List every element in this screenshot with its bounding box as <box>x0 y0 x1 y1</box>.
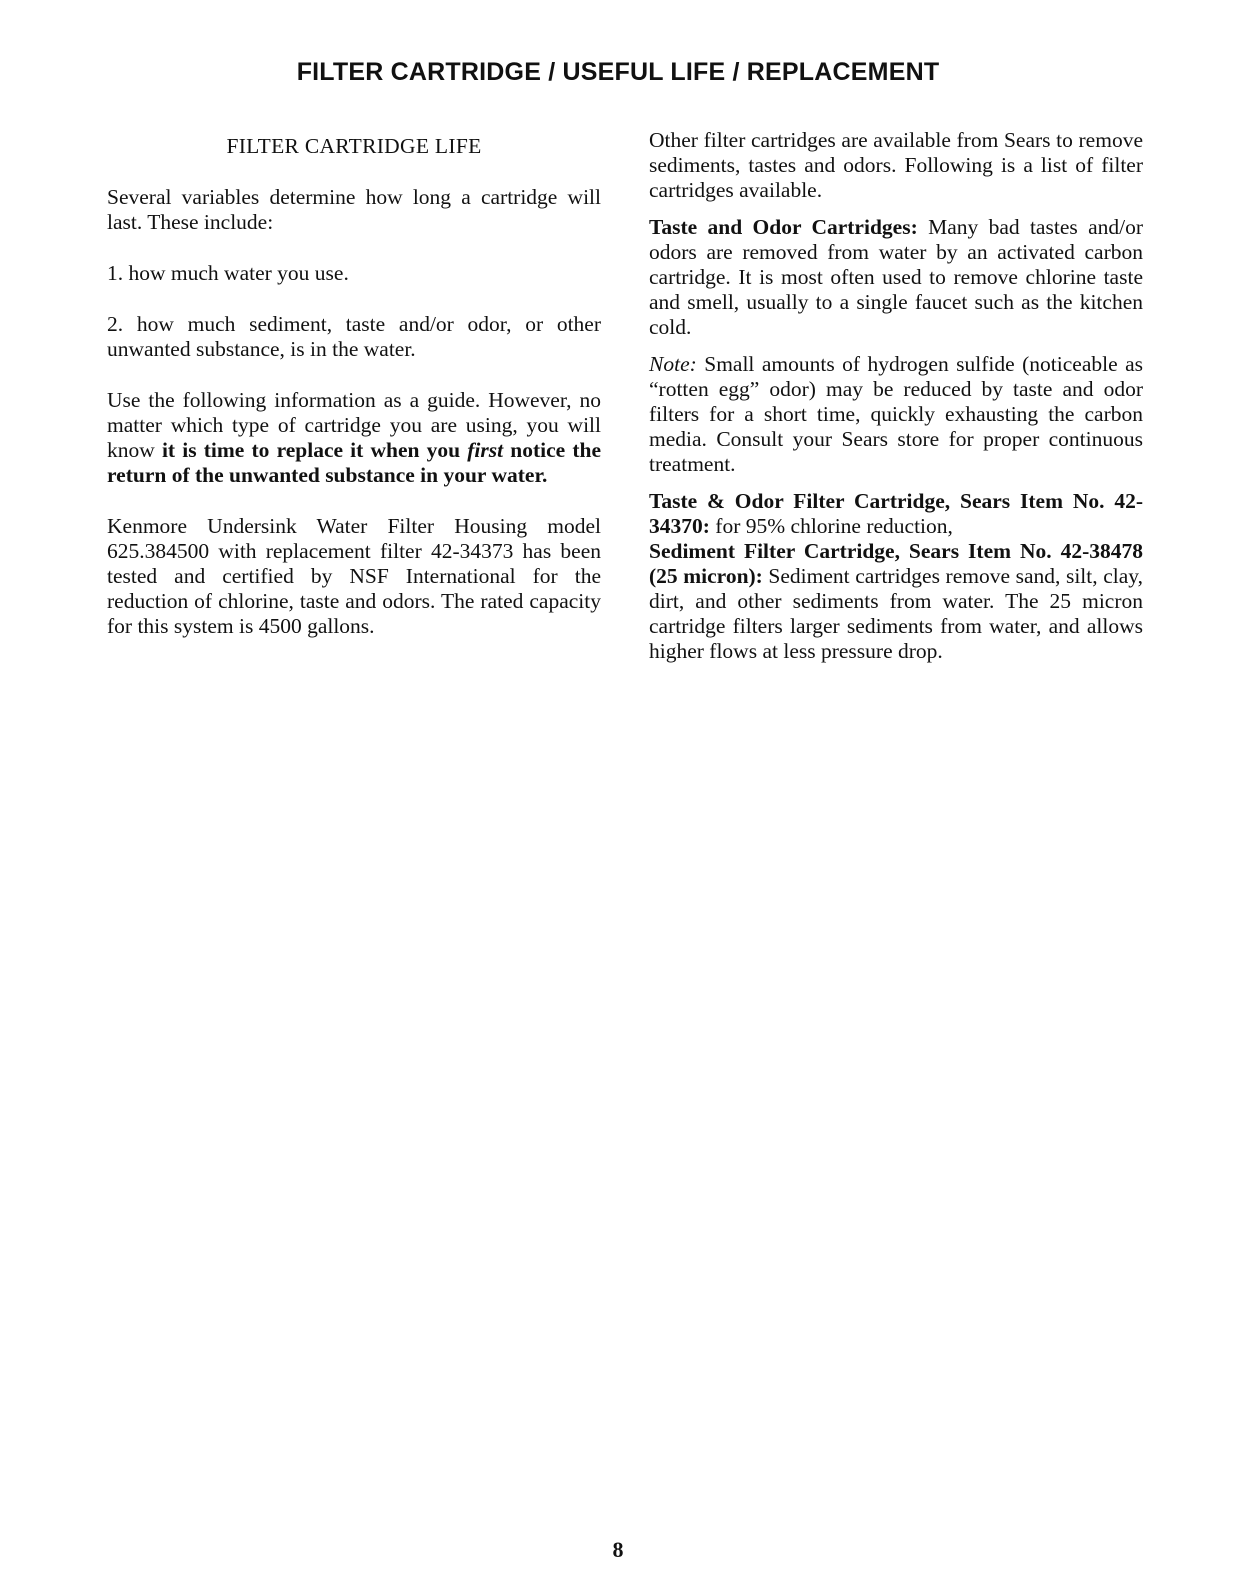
note-label: Note: <box>649 352 697 376</box>
note-paragraph <box>649 352 1143 477</box>
taste-odor-paragraph <box>649 215 1143 340</box>
sediment-item-label: Sediment Filter Cartridge, Sears Item No. 42-38478 (25 micron): <box>649 539 1143 588</box>
right-column <box>649 128 1143 664</box>
list-item-sediment: 2. how much sediment, taste and/or odor, or other unwanted substance, is in the water. <box>107 312 601 361</box>
taste-odor-text: Many bad tastes and/or odors are removed from water by an activated carbon cartridge. It is most often used to remove chlorine taste and smell, usually to a single faucet such as the kitchen cold. <box>649 215 1143 339</box>
guide-bold-text-continued: notice the return of the unwanted substance in your water. <box>107 438 602 487</box>
sediment-item-paragraph <box>649 539 1143 664</box>
section-heading-filter-cartridge-life: FILTER CARTRIDGE LIFE <box>226 134 482 158</box>
guide-paragraph <box>107 388 601 488</box>
note-text: Small amounts of hydrogen sulfide (noticeable as “rotten egg” odor) may be reduced by taste and odor filters for a short time, quickly exhausting the carbon media. Consult your Sears store for proper continuous treatment. <box>649 352 1143 476</box>
taste-odor-label: Taste and Odor Cartridges: <box>649 215 918 239</box>
right-intro-paragraph: Other filter cartridges are available from Sears to remove sediments, tastes and odors. Following is a list of filter cartridges available. <box>649 128 1143 202</box>
guide-text: Use the following information as a guide. However, no matter which type of cartridge you are using, you will know <box>107 388 601 462</box>
list-item-water-use: 1. how much water you use. <box>107 261 349 285</box>
page-number: 8 <box>612 1537 624 1562</box>
taste-odor-item-label: Taste & Odor Filter Cartridge, Sears Item No. 42-34370: <box>649 489 1143 538</box>
certification-paragraph: Kenmore Undersink Water Filter Housing model 625.384500 with replacement filter 42-34373 has been tested and certified by NSF International for the reduction of chlorine, taste and odors. The rated capacity for this system is 4500 gallons. <box>107 514 601 638</box>
page-title: FILTER CARTRIDGE / USEFUL LIFE / REPLACEMENT <box>296 58 940 86</box>
taste-odor-item-text: for 95% chlorine reduction, <box>715 514 953 538</box>
guide-bold-text: it is time to replace it when you <box>161 438 461 462</box>
left-column <box>107 128 601 639</box>
sediment-item-text: Sediment cartridges remove sand, silt, clay, dirt, and other sediments from water. The 25 micron cartridge filters larger sediments from water, and allows higher flows at less pressure drop. <box>649 564 1143 663</box>
intro-paragraph: Several variables determine how long a cartridge will last. These include: <box>107 185 601 234</box>
guide-italic-first: first <box>467 438 504 462</box>
taste-odor-item-paragraph <box>649 489 1143 539</box>
